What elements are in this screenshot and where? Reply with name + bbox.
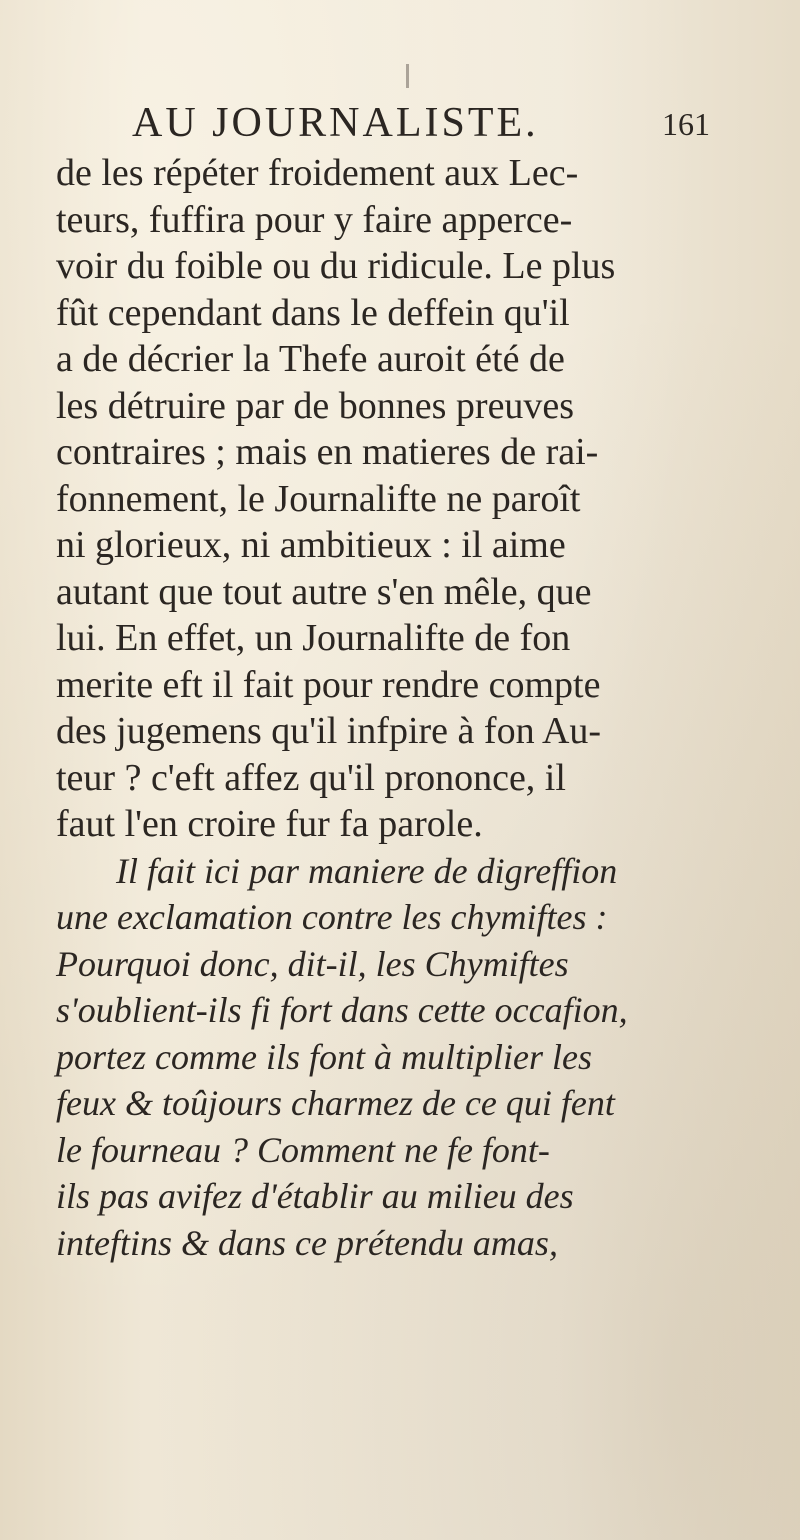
text-line: Pourquoi donc, dit-il, les Chymiftes bbox=[56, 943, 569, 984]
page-header bbox=[0, 98, 800, 148]
page-number: 161 bbox=[662, 106, 710, 142]
body-text bbox=[56, 150, 746, 1266]
running-head: AU JOURNALISTE. bbox=[132, 100, 539, 146]
text-line: faut l'en croire fur fa parole. bbox=[56, 803, 483, 845]
text-line: autant que tout autre s'en mêle, que bbox=[56, 570, 592, 613]
text-line: teurs, fuffira pour y faire apperce- bbox=[56, 198, 573, 241]
text-line: des jugemens qu'il infpire à fon Au- bbox=[56, 710, 602, 752]
text-line: ils pas avifez d'établir au milieu des bbox=[56, 1176, 574, 1216]
text-line: s'oublient-ils fi fort dans cette occafion, bbox=[56, 990, 628, 1030]
text-line: inteftins & dans ce prétendu amas, bbox=[56, 1222, 558, 1263]
text-line: portez comme ils font à multiplier les bbox=[56, 1036, 592, 1077]
text-line: fût cependant dans le deffein qu'il bbox=[56, 291, 570, 334]
text-line: les détruire par de bonnes preuves bbox=[56, 384, 575, 427]
text-line: de les répéter froidement aux Lec- bbox=[56, 152, 579, 194]
text-line: le fourneau ? Comment ne fe font- bbox=[56, 1129, 550, 1170]
text-line: feux & toûjours charmez de ce qui fent bbox=[56, 1083, 615, 1123]
text-line: une exclamation contre les chymiftes : bbox=[56, 897, 608, 937]
text-line: Il fait ici par maniere de digreffion bbox=[116, 850, 618, 891]
roman-paragraph bbox=[56, 150, 746, 848]
ink-mark bbox=[406, 64, 409, 88]
text-line: teur ? c'eft affez qu'il prononce, il bbox=[56, 756, 566, 799]
text-line: fonnement, le Journalifte ne paroît bbox=[56, 477, 581, 520]
text-line: contraires ; mais en matieres de rai- bbox=[56, 431, 599, 473]
text-line: merite eft il fait pour rendre compte bbox=[56, 663, 601, 706]
text-line: a de décrier la Thefe auroit été de bbox=[56, 338, 565, 380]
text-line: ni glorieux, ni ambitieux : il aime bbox=[56, 524, 566, 566]
text-line: voir du foible ou du ridicule. Le plus bbox=[56, 245, 616, 287]
text-line: lui. En effet, un Journalifte de fon bbox=[56, 617, 571, 659]
italic-paragraph bbox=[56, 848, 746, 1267]
